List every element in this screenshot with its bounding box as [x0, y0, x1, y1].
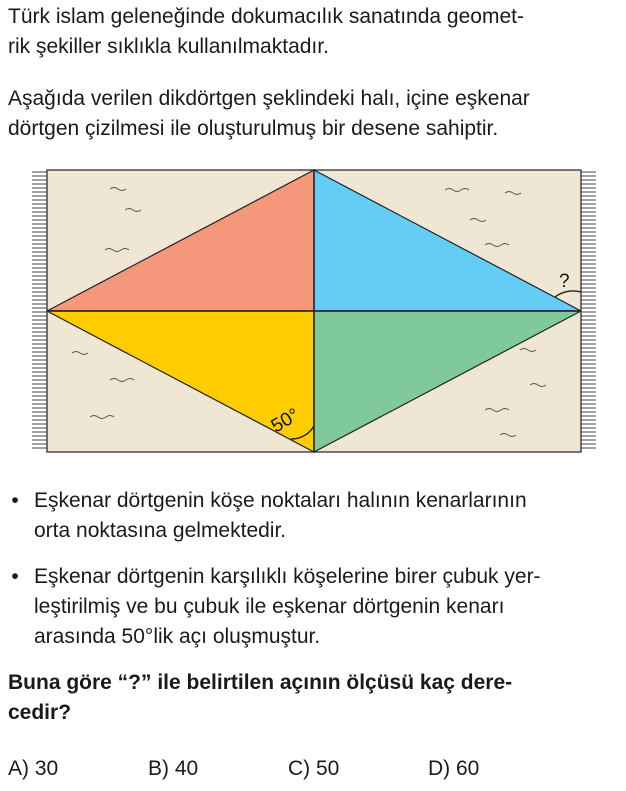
description-paragraph: [8, 84, 620, 144]
bullet-2-line-3: arasında 50°lik açı oluşmuştur.: [34, 625, 321, 648]
description-line-1: Aşağıda verilen dikdörtgen şeklindeki halı, içine eşkenar: [8, 87, 530, 110]
bullet-1-line-2: orta noktasına gelmektedir.: [34, 519, 287, 542]
description-line-2: dörtgen çizilmesi ile oluşturulmuş bir desene sahiptir.: [8, 117, 499, 140]
question-line-1: Buna göre “?” ile belirtilen açının ölçüsü kaç dere-: [8, 671, 513, 694]
choice-a[interactable]: A) 30: [8, 757, 59, 780]
bullet-marker: •: [11, 565, 19, 588]
intro-line-2: rik şekiller sıklıkla kullanılmaktadır.: [8, 35, 329, 58]
fringe-left: [32, 172, 47, 448]
question-line-2: cedir?: [8, 701, 72, 724]
bullet-2-line-1: Eşkenar dörtgenin karşılıklı köşelerine birer çubuk yer-: [34, 565, 541, 588]
intro-paragraph: [8, 2, 620, 62]
angle-label-50: 50°: [267, 404, 304, 438]
bullet-marker: •: [11, 489, 19, 512]
question-text: [8, 668, 620, 728]
choice-b[interactable]: B) 40: [148, 757, 199, 780]
unknown-angle-label: ?: [559, 271, 570, 292]
carpet-figure: [30, 165, 598, 457]
fringe-right: [581, 172, 596, 448]
intro-line-1: Türk islam geleneğinde dokumacılık sanatında geomet-: [8, 5, 524, 28]
bullet-1-line-1: Eşkenar dörtgenin köşe noktaları halının kenarlarının: [34, 489, 527, 512]
choice-c[interactable]: C) 50: [288, 757, 340, 780]
choice-d[interactable]: D) 60: [428, 757, 480, 780]
bullet-2-line-2: leştirilmiş ve bu çubuk ile eşkenar dörtgenin kenarı: [34, 595, 505, 618]
